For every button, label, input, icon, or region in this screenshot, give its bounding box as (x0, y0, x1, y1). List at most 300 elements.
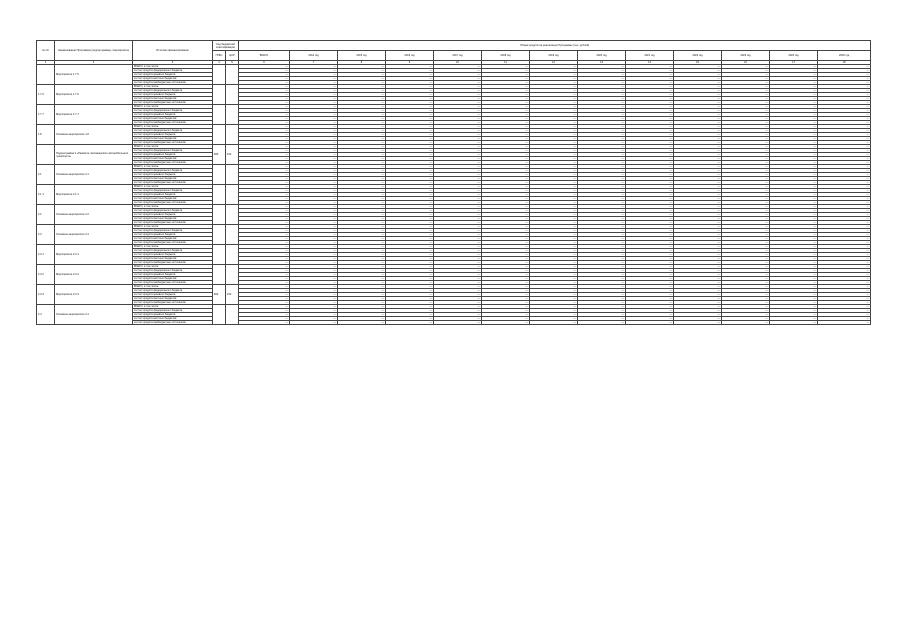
year-value: — (482, 285, 530, 289)
year-value: — (722, 125, 770, 129)
year-value: — (674, 317, 722, 321)
budget-code-grbs (213, 105, 226, 125)
year-value: — (770, 173, 818, 177)
budget-code-grbs (213, 205, 226, 225)
year-value: — (386, 145, 434, 149)
year-value: — (626, 221, 674, 225)
year-value: — (290, 265, 338, 269)
total-value: — (239, 281, 290, 285)
year-value: — (626, 241, 674, 245)
year-value: — (722, 109, 770, 113)
year-value: — (290, 109, 338, 113)
year-value: — (530, 101, 578, 105)
year-value: — (770, 313, 818, 317)
year-value: — (434, 233, 482, 237)
year-value: — (674, 181, 722, 185)
year-value: — (290, 313, 338, 317)
year-value: — (674, 133, 722, 137)
year-value: — (482, 221, 530, 225)
year-value: — (290, 137, 338, 141)
total-value: — (239, 233, 290, 237)
year-value: — (578, 141, 626, 145)
year-value: — (818, 101, 871, 105)
year-value: — (530, 257, 578, 261)
funding-source: за счет средств местных бюджетов (133, 177, 213, 181)
year-value: — (722, 253, 770, 257)
total-value: — (239, 77, 290, 81)
year-value: — (578, 149, 626, 153)
total-value: — (239, 181, 290, 185)
year-value: — (530, 209, 578, 213)
year-value: — (770, 125, 818, 129)
funding-source: за счет средств местных бюджетов (133, 77, 213, 81)
year-value: — (434, 169, 482, 173)
year-value: — (290, 189, 338, 193)
year-value: — (482, 101, 530, 105)
year-value: — (722, 233, 770, 237)
funding-source: за счет средств федерального бюджета (133, 229, 213, 233)
column-number: 15 (674, 61, 722, 65)
year-value: — (722, 301, 770, 305)
year-value: — (338, 205, 386, 209)
funding-source: за счет средств федерального бюджета (133, 129, 213, 133)
year-value: — (338, 125, 386, 129)
year-value: — (530, 301, 578, 305)
year-value: — (290, 285, 338, 289)
year-value: — (770, 285, 818, 289)
year-value: — (674, 93, 722, 97)
year-value: — (674, 73, 722, 77)
year-value: — (626, 261, 674, 265)
year-value: — (818, 133, 871, 137)
year-value: — (530, 197, 578, 201)
year-value: — (578, 125, 626, 129)
year-value: — (626, 213, 674, 217)
year-value: — (434, 253, 482, 257)
year-value: — (290, 269, 338, 273)
year-value: — (338, 109, 386, 113)
year-value: — (530, 189, 578, 193)
year-value: — (290, 253, 338, 257)
year-value: — (626, 173, 674, 177)
year-value: — (818, 173, 871, 177)
year-value: — (722, 117, 770, 121)
year-value: — (290, 181, 338, 185)
year-value: — (386, 117, 434, 121)
year-value: — (818, 189, 871, 193)
year-value: — (338, 257, 386, 261)
funding-source: за счет средств местных бюджетов (133, 157, 213, 161)
year-value: — (722, 209, 770, 213)
year-value: — (818, 201, 871, 205)
year-value: — (530, 213, 578, 217)
year-value: — (434, 85, 482, 89)
year-value: — (818, 125, 871, 129)
year-value: — (434, 193, 482, 197)
year-value: — (530, 277, 578, 281)
year-value: — (578, 113, 626, 117)
year-value: — (674, 257, 722, 261)
total-value: — (239, 153, 290, 157)
year-value: — (530, 133, 578, 137)
year-value: — (770, 221, 818, 225)
year-value: — (578, 205, 626, 209)
year-value: — (722, 205, 770, 209)
year-value: — (482, 161, 530, 165)
funding-source: за счет средств краевого бюджета (133, 213, 213, 217)
year-value: — (482, 249, 530, 253)
year-value: — (386, 141, 434, 145)
year-value: — (290, 245, 338, 249)
column-number: 2 (55, 61, 133, 65)
year-value: — (818, 85, 871, 89)
budget-code-tsr (226, 125, 239, 145)
row-number: 1.8 (37, 125, 55, 145)
year-value: — (722, 249, 770, 253)
year-value: — (530, 309, 578, 313)
funding-source: ВСЕГО, в том числе: (133, 205, 213, 209)
year-value: — (482, 209, 530, 213)
year-value: — (290, 125, 338, 129)
total-value: — (239, 185, 290, 189)
year-value: — (578, 317, 626, 321)
year-value: — (290, 293, 338, 297)
year-value: — (338, 193, 386, 197)
year-value: — (386, 229, 434, 233)
total-value: — (239, 169, 290, 173)
year-value: — (434, 153, 482, 157)
year-value: — (434, 177, 482, 181)
year-value: — (722, 173, 770, 177)
year-value: — (818, 269, 871, 273)
year-value: — (530, 109, 578, 113)
year-value: — (386, 149, 434, 153)
year-value: — (482, 241, 530, 245)
year-value: — (338, 285, 386, 289)
year-value: — (386, 125, 434, 129)
year-value: — (386, 185, 434, 189)
year-value: — (626, 125, 674, 129)
year-value: — (482, 205, 530, 209)
year-value: — (722, 121, 770, 125)
year-value: — (386, 105, 434, 109)
year-value: — (578, 105, 626, 109)
year-value: — (434, 273, 482, 277)
year-value: — (674, 121, 722, 125)
total-value: — (239, 137, 290, 141)
year-value: — (530, 177, 578, 181)
year-value: — (434, 117, 482, 121)
year-value: — (386, 281, 434, 285)
row-number: 1.7.7 (37, 105, 55, 125)
year-value: — (578, 201, 626, 205)
year-value: — (722, 169, 770, 173)
year-value: — (530, 269, 578, 273)
year-value: — (578, 85, 626, 89)
funding-source: за счет средств краевого бюджета (133, 93, 213, 97)
year-value: — (626, 105, 674, 109)
year-value: — (434, 101, 482, 105)
year-value: — (482, 309, 530, 313)
year-value: — (482, 181, 530, 185)
funding-source: ВСЕГО, в том числе: (133, 145, 213, 149)
year-value: — (770, 137, 818, 141)
funding-source: ВСЕГО, в том числе: (133, 65, 213, 69)
year-value: — (386, 77, 434, 81)
funding-source: ВСЕГО, в том числе: (133, 125, 213, 129)
year-value: — (386, 241, 434, 245)
funding-source: ВСЕГО, в том числе: (133, 245, 213, 249)
total-value: — (239, 273, 290, 277)
year-value: — (770, 301, 818, 305)
total-value: — (239, 237, 290, 241)
year-value: — (338, 213, 386, 217)
year-value: — (386, 197, 434, 201)
year-value: — (578, 97, 626, 101)
year-value: — (482, 105, 530, 109)
year-value: — (770, 121, 818, 125)
year-value: — (818, 245, 871, 249)
year-value: — (434, 69, 482, 73)
year-value: — (626, 137, 674, 141)
year-value: — (818, 293, 871, 297)
year-value: — (578, 301, 626, 305)
funding-source: за счет средств внебюджетных источников (133, 81, 213, 85)
year-value: — (482, 133, 530, 137)
total-value: — (239, 213, 290, 217)
funding-source: за счет средств местных бюджетов (133, 237, 213, 241)
year-value: — (386, 153, 434, 157)
year-value: — (386, 245, 434, 249)
funding-source: за счет средств внебюджетных источников (133, 281, 213, 285)
total-value: — (239, 209, 290, 213)
year-value: — (290, 317, 338, 321)
year-value: — (434, 89, 482, 93)
year-value: — (770, 65, 818, 69)
year-value: — (434, 77, 482, 81)
year-value: — (818, 213, 871, 217)
funding-source: за счет средств местных бюджетов (133, 97, 213, 101)
year-value: — (530, 265, 578, 269)
total-value: — (239, 293, 290, 297)
year-value: — (674, 117, 722, 121)
column-number: 17 (770, 61, 818, 65)
year-value: — (674, 213, 722, 217)
year-value: — (578, 81, 626, 85)
table-row (37, 321, 871, 325)
year-value: — (722, 273, 770, 277)
year-value: — (338, 197, 386, 201)
total-value: — (239, 197, 290, 201)
year-value: — (626, 177, 674, 181)
budget-code-tsr (226, 245, 239, 265)
year-value: — (770, 261, 818, 265)
year-value: — (434, 173, 482, 177)
year-value: — (338, 113, 386, 117)
year-value: — (386, 209, 434, 213)
year-value: — (386, 161, 434, 165)
year-value: — (770, 89, 818, 93)
year-value: — (434, 281, 482, 285)
measure-name: Мероприятие 2.3.3 (55, 285, 133, 305)
year-value: — (530, 221, 578, 225)
row-number: 2.4 (37, 305, 55, 325)
year-value: — (290, 225, 338, 229)
year-value: — (338, 165, 386, 169)
year-value: — (626, 73, 674, 77)
year-value: — (434, 317, 482, 321)
year-value: — (386, 269, 434, 273)
year-value: — (770, 177, 818, 181)
year-value: — (818, 181, 871, 185)
year-value: — (338, 85, 386, 89)
year-value: — (722, 149, 770, 153)
year-value: — (338, 157, 386, 161)
funding-source: за счет средств внебюджетных источников (133, 141, 213, 145)
year-value: — (290, 185, 338, 189)
year-value: — (386, 113, 434, 117)
total-value: — (239, 313, 290, 317)
year-value: — (578, 241, 626, 245)
year-value: — (386, 301, 434, 305)
year-value: — (578, 109, 626, 113)
total-value: — (239, 93, 290, 97)
year-value: — (338, 117, 386, 121)
year-value: — (578, 321, 626, 325)
year-value: — (530, 157, 578, 161)
year-value: — (578, 261, 626, 265)
year-value: — (722, 153, 770, 157)
year-value: — (338, 201, 386, 205)
funding-source: за счет средств краевого бюджета (133, 253, 213, 257)
year-value: — (818, 297, 871, 301)
year-value: — (434, 301, 482, 305)
year-value: — (722, 97, 770, 101)
year-value: — (434, 113, 482, 117)
year-value: — (818, 177, 871, 181)
year-value: — (578, 293, 626, 297)
year-value: — (482, 189, 530, 193)
year-value: — (626, 301, 674, 305)
year-value: — (578, 101, 626, 105)
budget-code-tsr (226, 65, 239, 85)
budget-code-tsr (226, 85, 239, 105)
year-value: — (434, 225, 482, 229)
year-value: — (818, 141, 871, 145)
year-value: — (434, 241, 482, 245)
year-value: — (578, 193, 626, 197)
year-value: — (578, 121, 626, 125)
year-value: — (530, 321, 578, 325)
year-value: — (674, 101, 722, 105)
year-value: — (674, 205, 722, 209)
year-value: — (386, 65, 434, 69)
year-value: — (626, 161, 674, 165)
funding-source: за счет средств федерального бюджета (133, 189, 213, 193)
year-value: — (626, 193, 674, 197)
year-value: — (818, 113, 871, 117)
year-value: — (626, 101, 674, 105)
total-value: — (239, 161, 290, 165)
year-value: — (386, 133, 434, 137)
year-value: — (338, 297, 386, 301)
year-value: — (818, 209, 871, 213)
funding-source: за счет средств внебюджетных источников (133, 121, 213, 125)
funding-source: за счет средств краевого бюджета (133, 173, 213, 177)
year-value: — (290, 121, 338, 125)
header-year: 2023 год (722, 51, 770, 61)
year-value: — (290, 129, 338, 133)
budget-code-tsr (226, 225, 239, 245)
total-value: — (239, 125, 290, 129)
total-value: — (239, 269, 290, 273)
year-value: — (818, 165, 871, 169)
year-value: — (578, 217, 626, 221)
year-value: — (482, 125, 530, 129)
total-value: — (239, 309, 290, 313)
total-value: — (239, 289, 290, 293)
year-value: — (770, 153, 818, 157)
year-value: — (434, 269, 482, 273)
year-value: — (674, 221, 722, 225)
year-value: — (674, 297, 722, 301)
year-value: — (578, 253, 626, 257)
year-value: — (434, 165, 482, 169)
year-value: — (530, 317, 578, 321)
year-value: — (722, 137, 770, 141)
year-value: — (722, 229, 770, 233)
funding-source: за счет средств федерального бюджета (133, 309, 213, 313)
year-value: — (818, 225, 871, 229)
funding-source: за счет средств федерального бюджета (133, 149, 213, 153)
year-value: — (818, 309, 871, 313)
column-number: 12 (530, 61, 578, 65)
column-number: 5 (226, 61, 239, 65)
year-value: — (530, 185, 578, 189)
total-value: — (239, 253, 290, 257)
year-value: — (338, 265, 386, 269)
total-value: — (239, 101, 290, 105)
year-value: — (530, 85, 578, 89)
header-year: 2017 год (434, 51, 482, 61)
total-value: — (239, 277, 290, 281)
year-value: — (722, 133, 770, 137)
year-value: — (338, 253, 386, 257)
budget-code-grbs (213, 245, 226, 265)
year-value: — (338, 321, 386, 325)
year-value: — (626, 189, 674, 193)
row-number: 2.2 (37, 205, 55, 225)
year-value: — (386, 237, 434, 241)
year-value: — (722, 201, 770, 205)
year-value: — (386, 317, 434, 321)
year-value: — (674, 189, 722, 193)
year-value: — (626, 133, 674, 137)
year-value: — (818, 145, 871, 149)
year-value: — (818, 317, 871, 321)
year-value: — (626, 233, 674, 237)
year-value: — (290, 69, 338, 73)
year-value: — (338, 137, 386, 141)
funding-source: за счет средств местных бюджетов (133, 197, 213, 201)
year-value: — (290, 249, 338, 253)
year-value: — (434, 81, 482, 85)
year-value: — (674, 289, 722, 293)
year-value: — (818, 265, 871, 269)
year-value: — (530, 145, 578, 149)
year-value: — (482, 145, 530, 149)
year-value: — (530, 93, 578, 97)
